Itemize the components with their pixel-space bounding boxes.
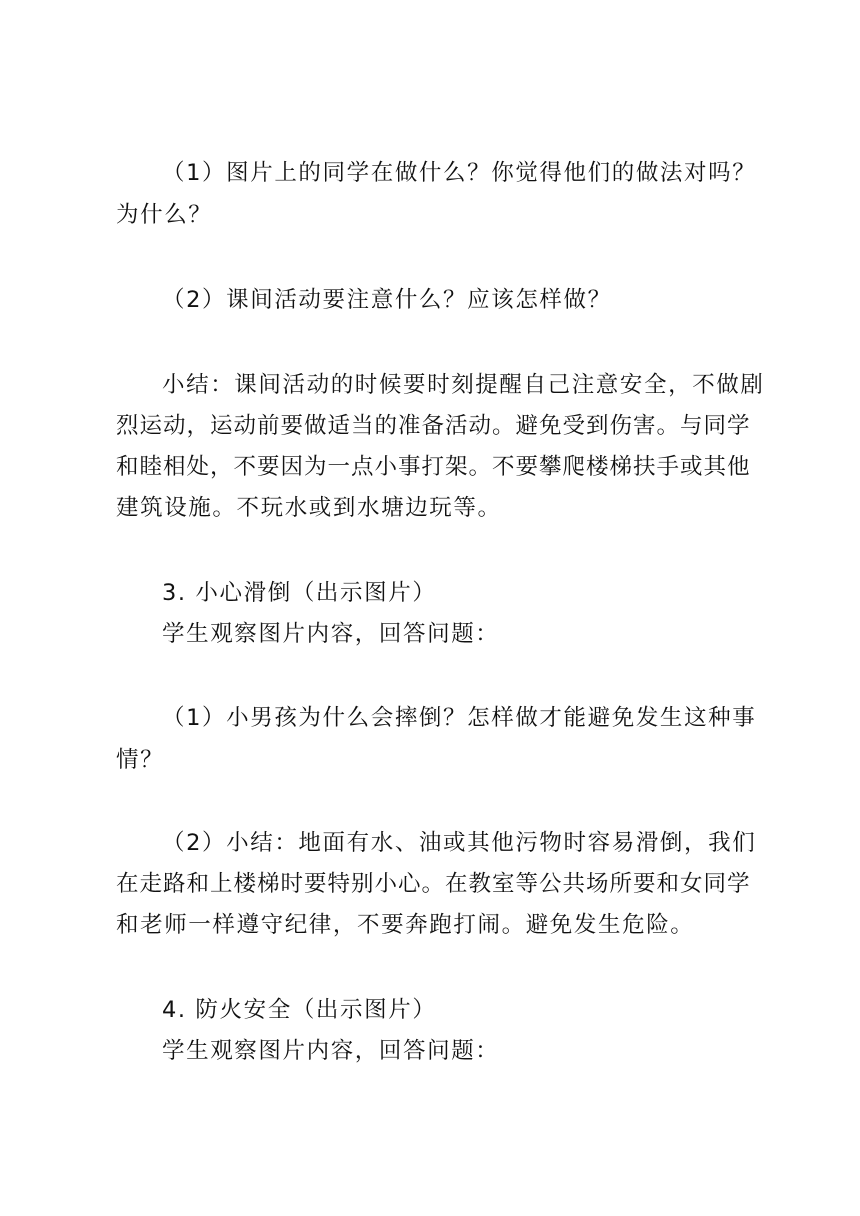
section-4-heading: 4. 防火安全（出示图片） <box>162 997 437 1023</box>
section-3-question-2-line-2: 在走路和上楼梯时要特别小心。在教室等公共场所要和女同学 <box>116 871 751 897</box>
summary-1-line-4: 建筑设施。不玩水或到水塘边玩等。 <box>116 495 502 521</box>
summary-1-line-1: 小结：课间活动的时候要时刻提醒自己注意安全，不做剧 <box>162 372 765 398</box>
question-1-line-2: 为什么？ <box>116 202 213 228</box>
section-3-question-1-line-2: 情？ <box>116 747 165 773</box>
summary-1-line-2: 烈运动，运动前要做适当的准备活动。避免受到伤害。与同学 <box>116 413 751 439</box>
summary-1-line-3: 和睦相处，不要因为一点小事打架。不要攀爬楼梯扶手或其他 <box>116 454 751 480</box>
section-3-question-2-line-1: （2）小结：地面有水、油或其他污物时容易滑倒，我们 <box>162 830 757 856</box>
section-3-question-2-line-3: 和老师一样遵守纪律，不要奔跑打闹。避免发生危险。 <box>116 912 695 938</box>
section-3-instruction: 学生观察图片内容，回答问题： <box>162 621 500 647</box>
question-2-line-1: （2）课间活动要注意什么？应该怎样做？ <box>162 287 612 313</box>
section-3-question-1-line-1: （1）小男孩为什么会摔倒？怎样做才能避免发生这种事 <box>162 705 757 731</box>
question-1-line-1: （1）图片上的同学在做什么？你觉得他们的做法对吗？ <box>162 160 757 186</box>
section-3-heading: 3. 小心滑倒（出示图片） <box>162 580 437 606</box>
section-4-instruction: 学生观察图片内容，回答问题： <box>162 1038 500 1064</box>
